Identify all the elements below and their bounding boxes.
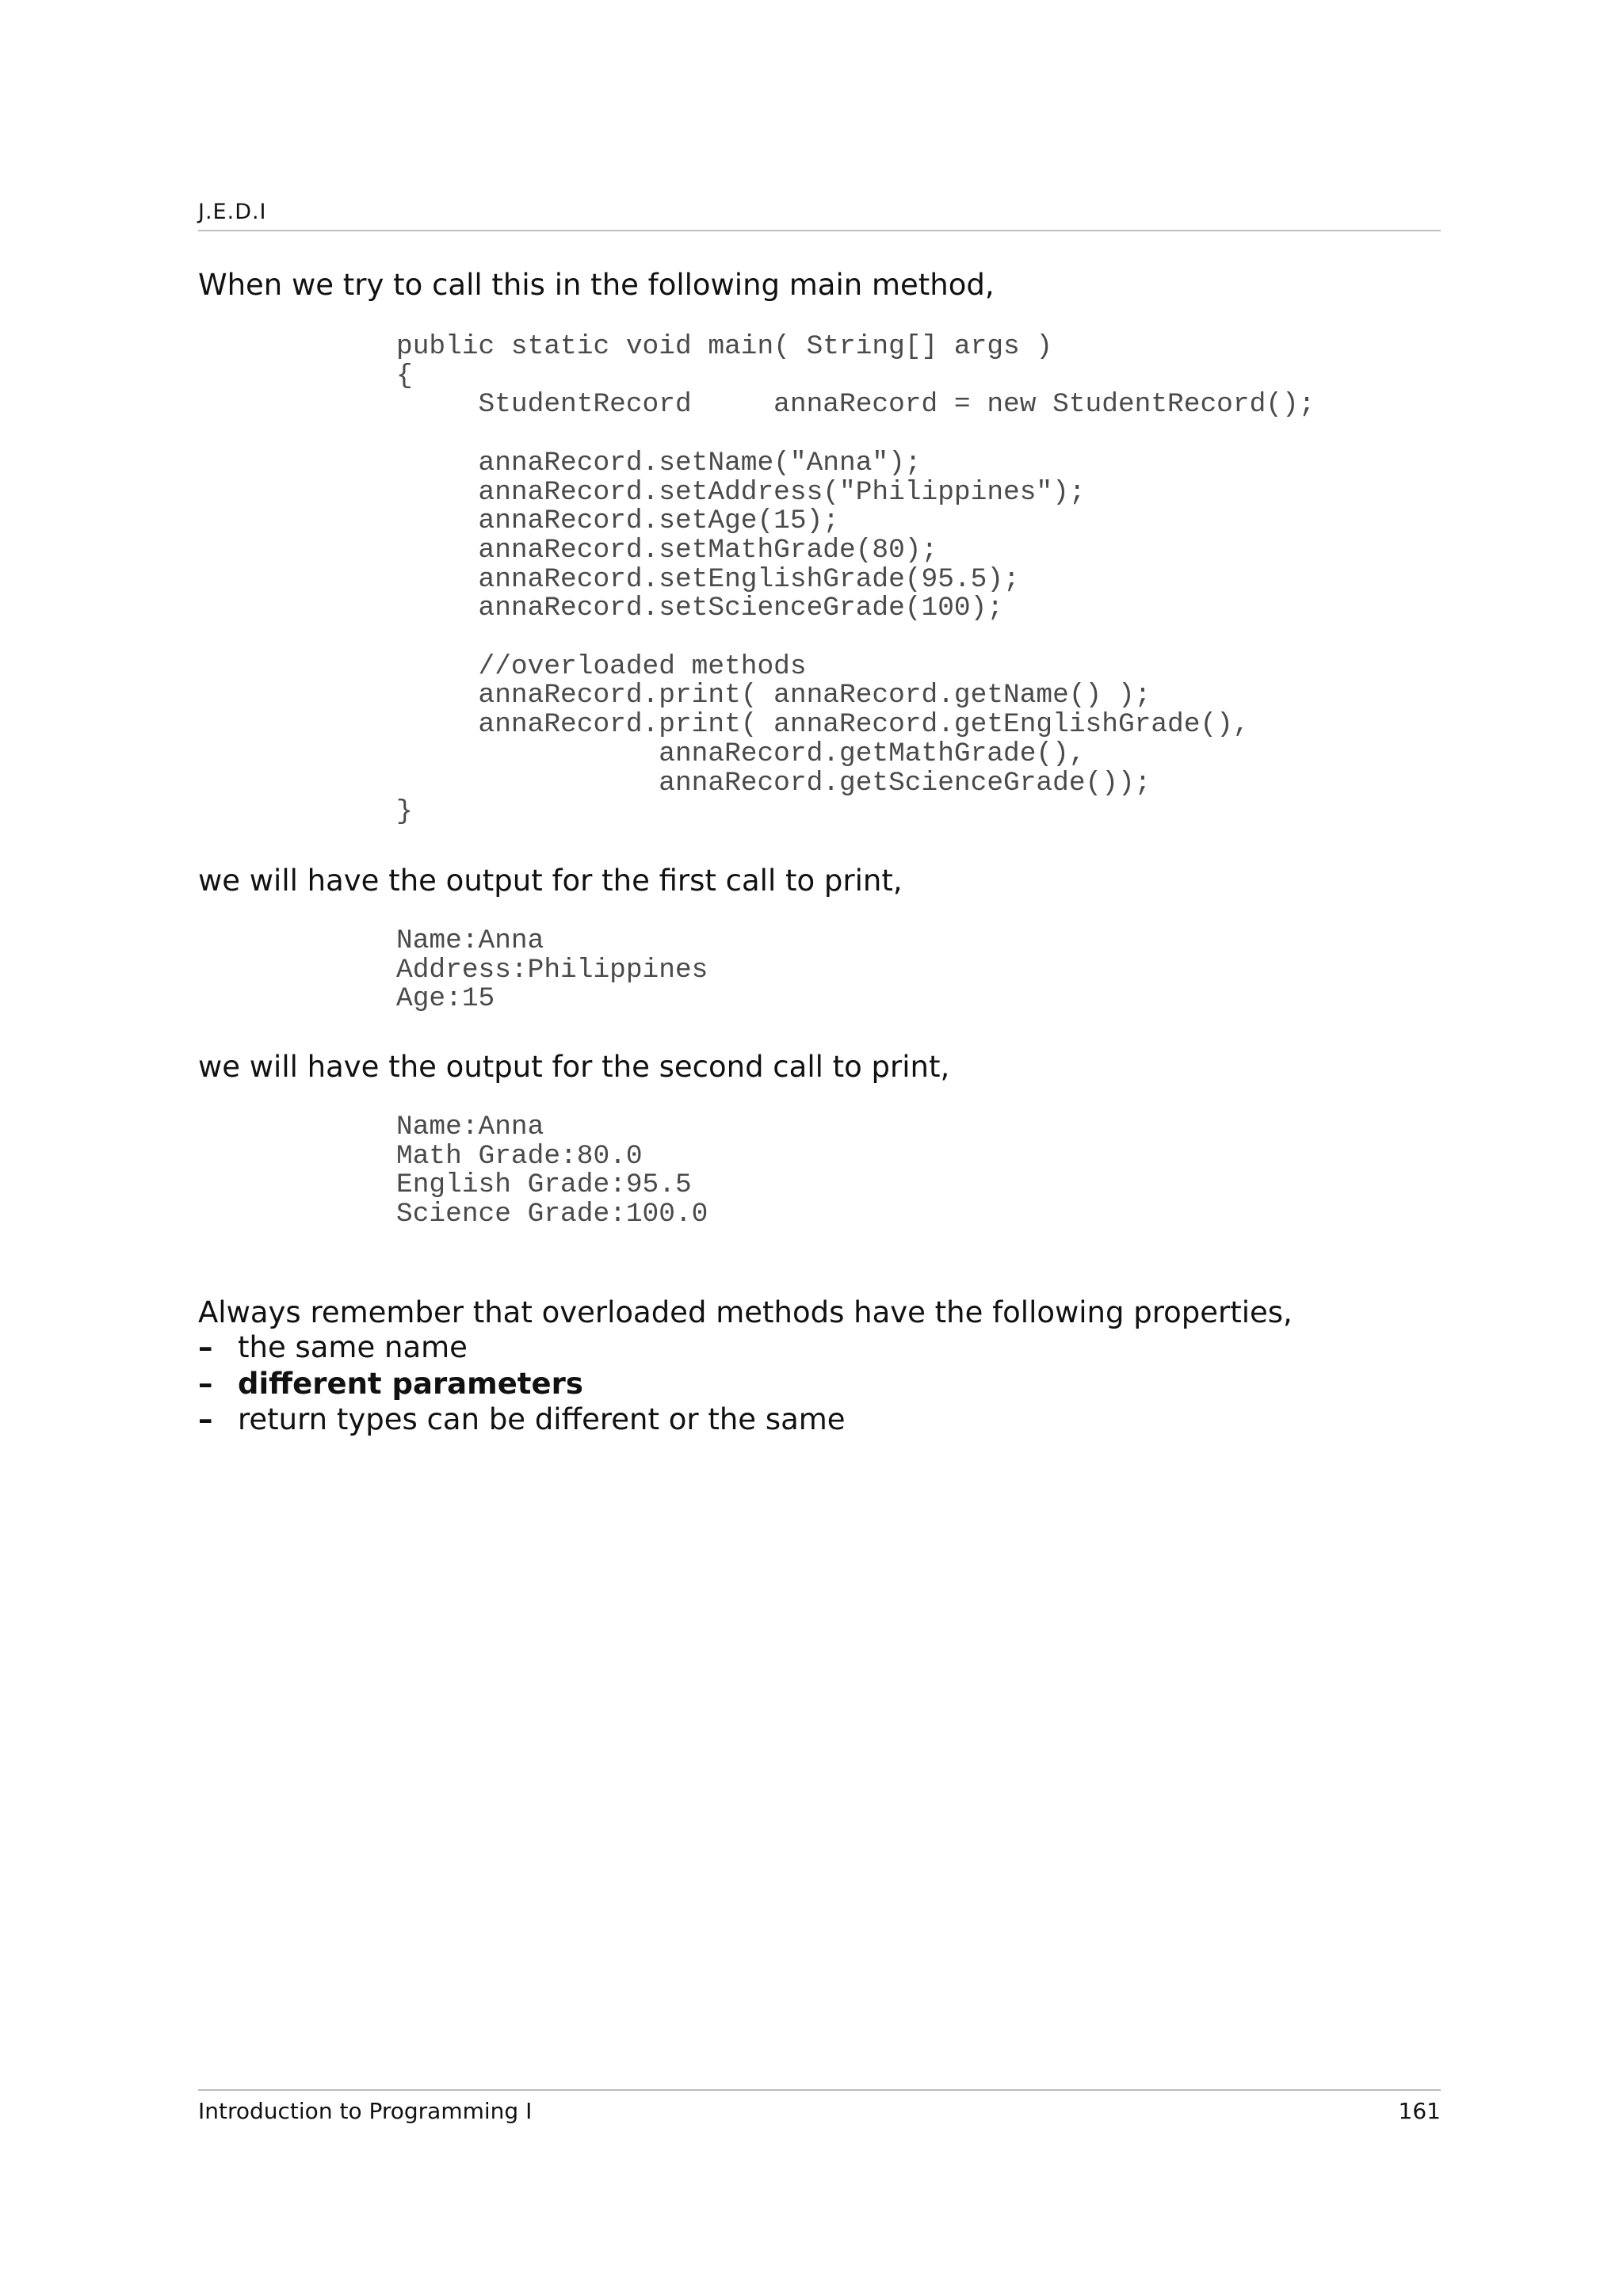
second-output-paragraph: we will have the output for the second call to print, [198, 1050, 950, 1084]
dash-marker: – [198, 1330, 213, 1364]
dash-marker: – [198, 1402, 213, 1436]
property-item [198, 1366, 846, 1402]
first-output-code-block: Name:Anna Address:Philippines Age:15 [396, 925, 708, 1015]
header-label: J.E.D.I [198, 200, 267, 224]
property-text: different parameters [238, 1366, 583, 1401]
first-output-paragraph: we will have the output for the first call to print, [198, 864, 903, 898]
property-item [198, 1329, 846, 1366]
page-header [198, 200, 1441, 231]
dash-marker: – [198, 1366, 213, 1401]
intro-paragraph: When we try to call this in the following main method, [198, 268, 995, 302]
page-footer [198, 2089, 1441, 2138]
main-method-code-block: public static void main( String[] args ) { StudentRecord annaRecord = new StudentRecord(); annaRecord.setName("Anna"); annaRecord.setAddress("Philippines"); annaRecord.setAge(15); annaRecord.setMathGrade(80); annaRecord.setEnglishGrade(95.5); annaRecord.setScienceGrade(100); //overloaded methods annaRecord.print( annaRecord.getName() ); annaRecord.print( annaRecord.getEnglishGrade(), annaRecord.getMathGrade(), annaRecord.getScienceGrade()); } [396, 331, 1316, 828]
footer-title: Introduction to Programming I [198, 2098, 533, 2124]
property-text: the same name [238, 1330, 468, 1364]
property-text: return types can be different or the same [238, 1402, 846, 1436]
properties-paragraph: Always remember that overloaded methods have the following properties, [198, 1295, 1293, 1329]
properties-list [198, 1329, 846, 1438]
second-output-code-block: Name:Anna Math Grade:80.0 English Grade:95.5 Science Grade:100.0 [396, 1112, 708, 1230]
page-number: 161 [1398, 2098, 1441, 2124]
property-item [198, 1402, 846, 1438]
